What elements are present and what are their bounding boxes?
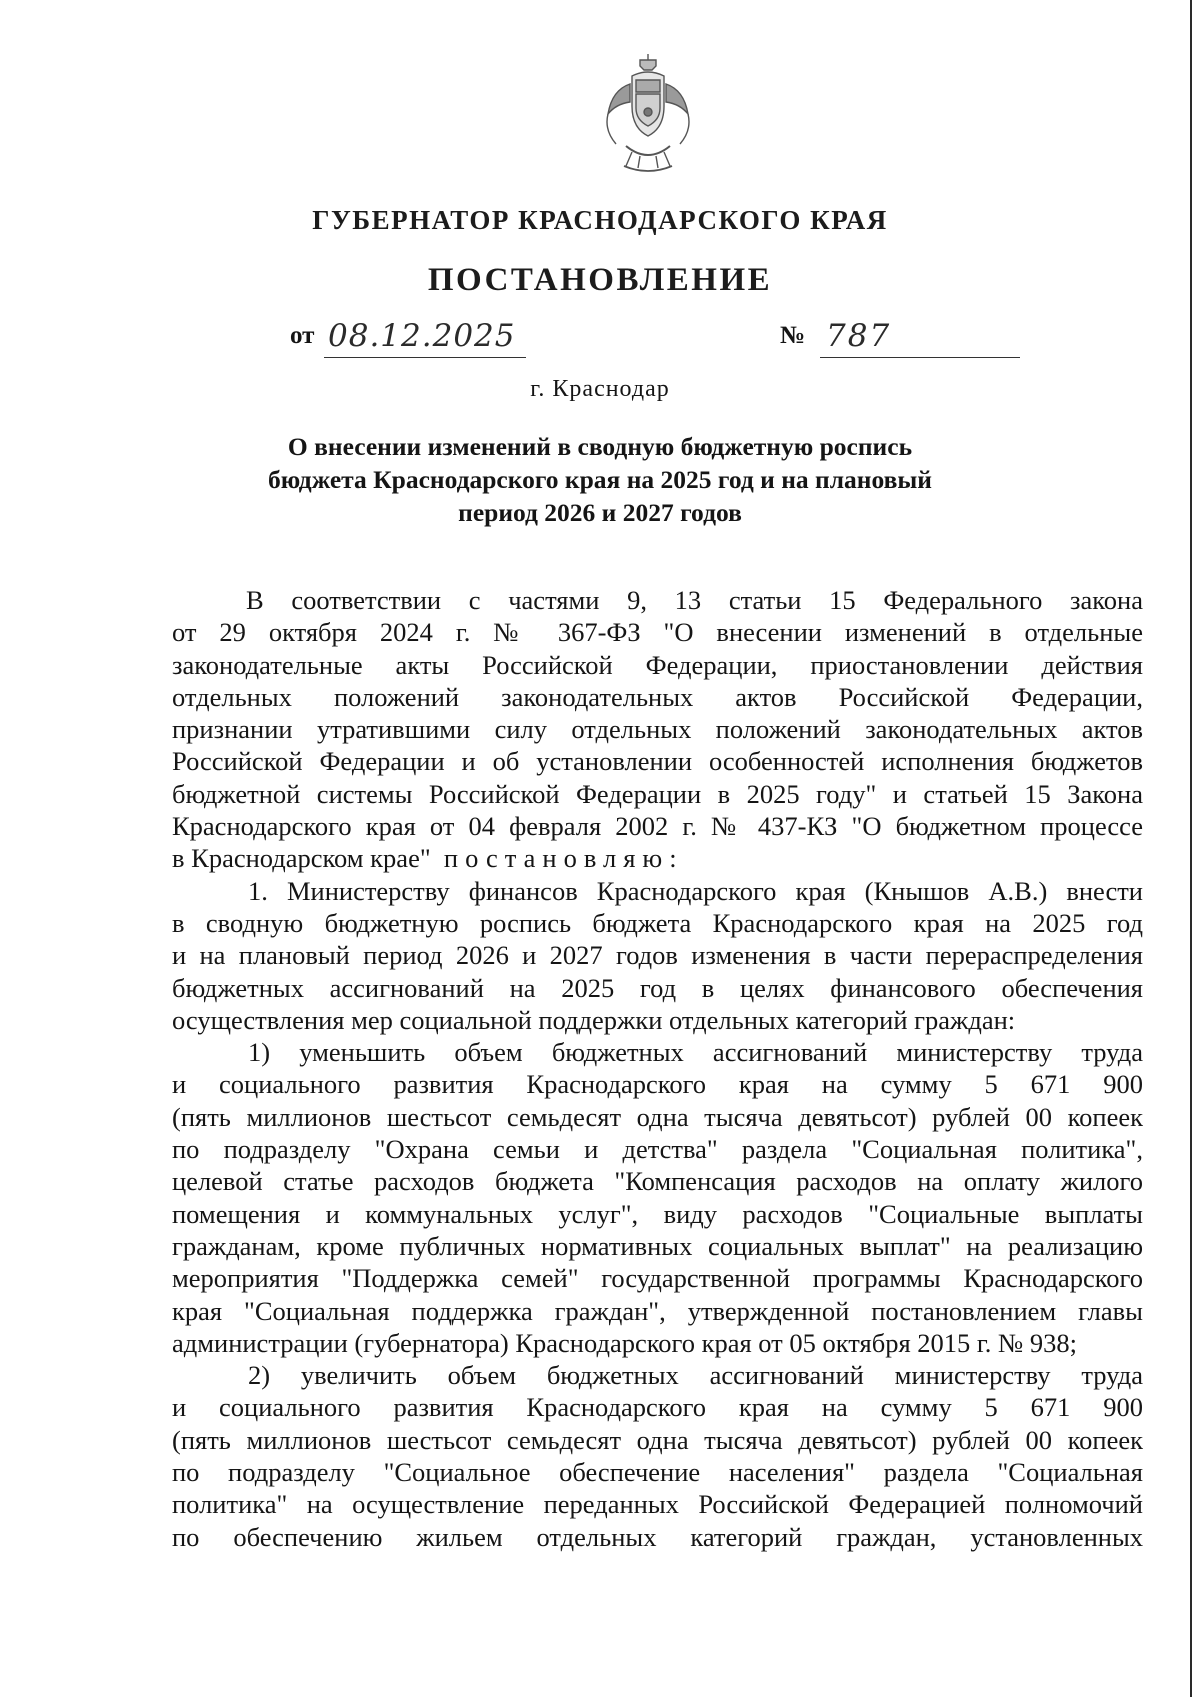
preamble-last-text: в Краснодарском крае" — [172, 843, 431, 874]
resolve-word: постановляю: — [443, 843, 684, 874]
item-line: политика" на осуществление переданных Российской Федерацией полномочий — [172, 1489, 1143, 1520]
item-line: и социального развития Краснодарского края на сумму 5 671 900 — [172, 1069, 1143, 1100]
preamble-line: В соответствии с частями 9, 13 статьи 15 Федерального закона — [246, 585, 1143, 615]
item-line: (пять миллионов шестьсот семьдесят одна тысяча девятьсот) рублей 00 копеек — [172, 1101, 1143, 1132]
document-type: ПОСТАНОВЛЕНИЕ — [427, 262, 773, 298]
preamble-line: Российской Федерации и об установлении особенностей исполнения бюджетов — [172, 746, 1143, 777]
issuing-authority: ГУБЕРНАТОР КРАСНОДАРСКОГО КРАЯ — [312, 205, 888, 235]
date-prefix: от — [290, 322, 315, 349]
paragraph-line: в сводную бюджетную роспись бюджета Краснодарского края на 2025 год — [172, 907, 1143, 938]
page-edge — [1190, 0, 1192, 1697]
item-line: по подразделу "Охрана семьи и детства" раздела "Социальная политика", — [172, 1134, 1143, 1165]
item-line: и социального развития Краснодарского края на сумму 5 671 900 — [172, 1392, 1143, 1423]
number-underline — [820, 357, 1020, 358]
number-prefix: № — [780, 322, 806, 349]
preamble-line: Краснодарского края от 04 февраля 2002 г. № 437-КЗ "О бюджетном процессе — [172, 811, 1143, 842]
title-line: бюджета Краснодарского края на 2025 год и на плановый — [268, 465, 932, 494]
preamble-line: бюджетной системы Российской Федерации в 2025 году" и статьей 15 Закона — [172, 778, 1143, 809]
preamble-line: отдельных положений законодательных актов Российской Федерации, — [172, 681, 1143, 712]
item-line: администрации (губернатора) Краснодарского края от 05 октября 2015 г. № 938; — [172, 1327, 1078, 1358]
title-line: период 2026 и 2027 годов — [458, 498, 742, 527]
item-line: 2) увеличить объем бюджетных ассигнований министерству труда — [248, 1360, 1143, 1391]
document-body — [172, 584, 1143, 1553]
preamble-line: законодательные акты Российской Федерации, приостановлении действия — [172, 649, 1143, 680]
preamble-line: от 29 октября 2024 г. № 367-ФЗ "О внесении изменений в отдельные — [172, 617, 1143, 648]
item-line: мероприятия "Поддержка семей" государственной программы Краснодарского — [172, 1263, 1143, 1294]
date-underline — [324, 357, 526, 358]
preamble-line: признании утратившими силу отдельных положений законодательных актов — [172, 714, 1143, 745]
item-line: (пять миллионов шестьсот семьдесят одна тысяча девятьсот) рублей 00 копеек — [172, 1424, 1143, 1455]
item-line: целевой статье расходов бюджета "Компенсация расходов на оплату жилого — [172, 1166, 1143, 1197]
preamble-closing-line — [172, 842, 1143, 874]
document-title — [200, 430, 1000, 529]
item-line: гражданам, кроме публичных нормативных социальных выплат" на реализацию — [172, 1230, 1143, 1261]
coat-of-arms-icon — [596, 54, 700, 178]
paragraph-line: осуществления мер социальной поддержки отдельных категорий граждан: — [172, 1004, 1016, 1035]
item-line: по подразделу "Социальное обеспечение населения" раздела "Социальная — [172, 1457, 1143, 1488]
document-date: 08.12.2025 — [328, 318, 516, 354]
item-line: края "Социальная поддержка граждан", утвержденной постановлением главы — [172, 1295, 1143, 1326]
paragraph-line: бюджетных ассигнований на 2025 год в целях финансового обеспечения — [172, 972, 1143, 1003]
item-line: по обеспечению жильем отдельных категорий граждан, установленных — [172, 1521, 1143, 1552]
paragraph-line: и на плановый период 2026 и 2027 годов изменения в части перераспределения — [172, 940, 1143, 971]
document-number: 787 — [826, 318, 892, 354]
paragraph-line: 1. Министерству финансов Краснодарского края (Кнышов А.В.) внести — [248, 875, 1143, 906]
item-line: 1) уменьшить объем бюджетных ассигнований министерству труда — [248, 1037, 1143, 1068]
title-line: О внесении изменений в сводную бюджетную роспись — [287, 432, 913, 461]
city: г. Краснодар — [530, 376, 670, 402]
item-line: помещения и коммунальных услуг", виду расходов "Социальные выплаты — [172, 1198, 1143, 1229]
